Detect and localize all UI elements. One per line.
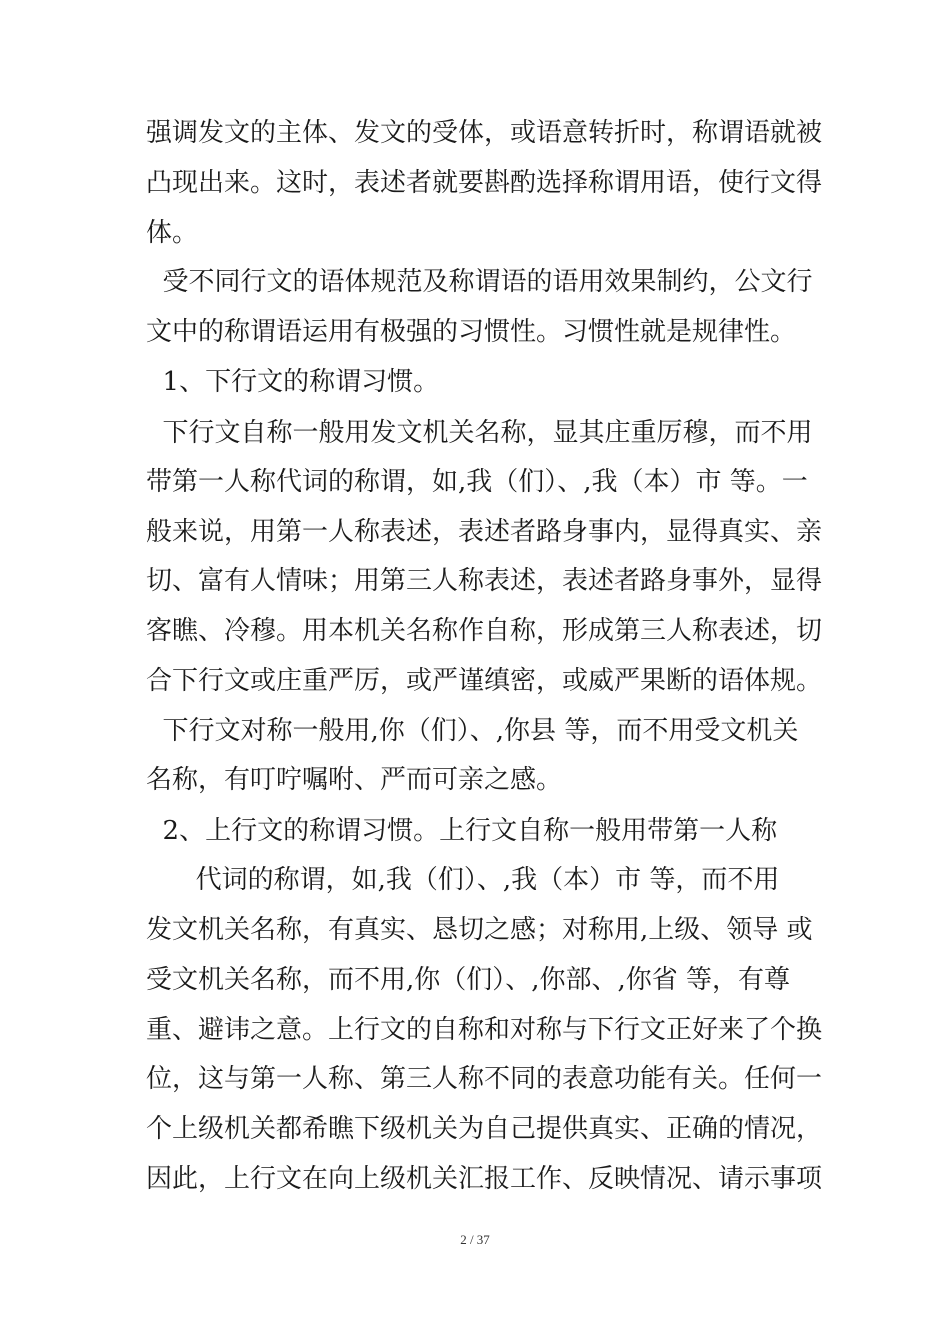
text-line-22: 因此，上行文在向上级机关汇报工作、反映情况、请示事项 [146,1164,823,1194]
text-line-9: 般来说，用第一人称表述，表述者路身事内，显得真实、亲 [146,517,823,547]
text-line-21: 个上级机关都希瞧下级机关为自己提供真实、正确的情况， [146,1114,823,1144]
text-line-7: 下行文自称一般用发文机关名称，显其庄重厉穆，而不用 [146,418,813,448]
text-line-10: 切、富有人情味；用第三人称表述，表述者路身事外，显得 [146,566,823,596]
text-line-14: 名称，有叮咛嘱咐、严而可亲之感。 [146,765,563,795]
text-line-17: 发文机关名称，有真实、恳切之感；对称用,上级、领导 或 [146,915,813,945]
page-indicator: 2 / 37 [460,1232,490,1247]
text-line-15: 2、上行文的称谓习惯。上行文自称一般用带第一人称 [146,816,778,846]
text-line-3: 体。 [146,218,199,248]
text-line-19: 重、避讳之意。上行文的自称和对称与下行文正好来了个换 [146,1015,823,1045]
text-line-5: 文中的称谓语运用有极强的习惯性。习惯性就是规律性。 [146,317,797,347]
text-line-6: 1、下行文的称谓习惯。 [146,367,440,397]
text-line-12: 合下行文或庄重严厉，或严谨缜密，或威严果断的语体规。 [146,666,823,696]
text-line-18: 受文机关名称，而不用,你（们）、,你部、,你省 等，有尊 [146,965,791,995]
text-line-13: 下行文对称一般用,你（们）、,你县 等，而不用受文机关 [146,716,799,746]
text-line-16: 代词的称谓，如,我（们）、,我（本）市 等，而不用 [146,865,780,895]
text-line-2: 凸现出来。这时，表述者就要斟酌选择称谓用语，使行文得 [146,168,823,198]
text-line-1: 强调发文的主体、发文的受体，或语意转折时，称谓语就被 [146,118,823,148]
text-line-8: 带第一人称代词的称谓，如,我（们）、,我（本）市 等。一 [146,467,808,497]
text-line-20: 位，这与第一人称、第三人称不同的表意功能有关。任何一 [146,1064,823,1094]
text-line-4: 受不同行文的语体规范及称谓语的语用效果制约，公文行 [146,267,813,297]
text-line-11: 客瞧、冷穆。用本机关名称作自称，形成第三人称表述，切 [146,616,823,646]
